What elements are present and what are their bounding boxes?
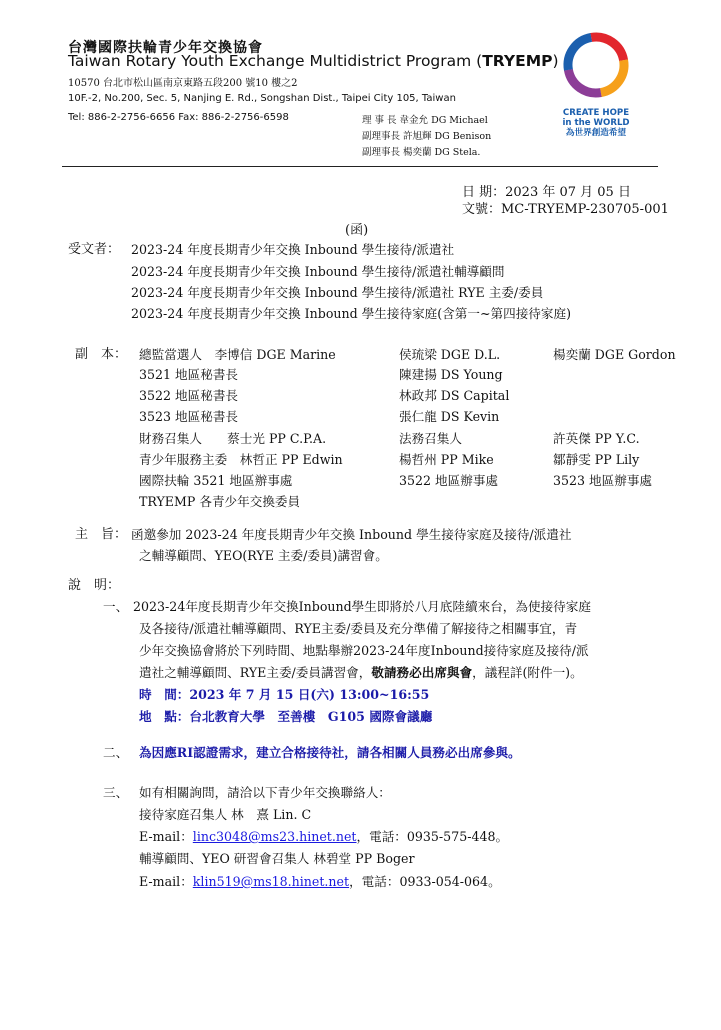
item1-emphasis: 敬請務必出席與會 xyxy=(371,665,473,680)
item3-number: 三、 xyxy=(103,785,129,800)
cc-entry: 侯琉梁 DGE D.L. xyxy=(399,347,501,362)
subject-text-line1: 函邀參加 2023-24 年度長期青少年交換 Inbound 學生接待家庭及接待/派遣社 xyxy=(131,527,572,542)
cc-entry: 陳建揚 DS Young xyxy=(399,367,503,382)
cc-entry: 財務召集人 蔡士光 PP C.P.A. xyxy=(139,431,327,446)
document-date: 日 期：2023 年 07 月 05 日 xyxy=(462,185,631,200)
contact2-line xyxy=(139,871,501,890)
subject-text-line2: 之輔導顧問、YEO(RYE 主委/委員)講習會。 xyxy=(139,548,388,563)
item2-number: 二、 xyxy=(103,745,129,760)
cc-entry: 3522 地區辦事處 xyxy=(399,473,499,488)
create-hope-logo xyxy=(556,30,636,142)
recipient-line: 2023-24 年度長期青少年交換 Inbound 學生接待家庭(含第一~第四接待家庭) xyxy=(131,306,571,321)
cc-entry: 林政邦 DS Capital xyxy=(399,388,510,403)
rotary-hope-emblem-icon xyxy=(556,30,636,100)
recipient-line: 2023-24 年度長期青少年交換 Inbound 學生接待/派遣社輔導顧問 xyxy=(131,264,505,279)
cc-entry: 法務召集人 xyxy=(399,431,462,446)
document-type: (函) xyxy=(345,223,369,238)
recipient-line: 2023-24 年度長期青少年交換 Inbound 學生接待/派遣社 xyxy=(131,242,455,257)
address-english: 10F.-2, No.200, Sec. 5, Nanjing E. Rd., Songshan Dist., Taipei City 105, Taiwan xyxy=(68,93,456,104)
cc-entry: 青少年服務主委 林哲正 PP Edwin xyxy=(139,452,343,467)
subject-label: 主 旨： xyxy=(75,527,128,542)
cc-entry: 總監當選人 李博信 DGE Marine xyxy=(139,347,336,362)
contact1-name: 接待家庭召集人 林 熹 Lin. C xyxy=(139,807,312,822)
contact2-email-label: E-mail： xyxy=(139,874,193,889)
item1-line: 及各接待/派遣社輔導顧問、RYE主委/委員及充分準備了解接待之相關事宜，青 xyxy=(139,621,578,636)
contact1-email-link[interactable]: linc3048@ms23.hinet.net xyxy=(192,829,357,844)
logo-text-line2: in the WORLD xyxy=(562,118,630,128)
org-name-english-prefix: Taiwan Rotary Youth Exchange Multidistrict Program ( xyxy=(68,52,483,70)
executive-vice-president-2: 副理事長 楊奕蘭 DG Stela. xyxy=(362,147,481,158)
cc-entry: 3523 地區秘書長 xyxy=(139,409,239,424)
cc-entry: 張仁龍 DS Kevin xyxy=(399,409,500,424)
address-chinese: 10570 台北市松山區南京東路五段200 號10 樓之2 xyxy=(68,78,298,89)
explanation-label: 說 明： xyxy=(68,578,121,593)
item1-line: 2023-24年度長期青少年交換Inbound學生即將於八月底陸續來台，為使接待家庭 xyxy=(133,599,591,614)
item3-intro: 如有相關詢問，請洽以下青少年交換聯絡人： xyxy=(139,785,391,800)
cc-entry: 楊哲州 PP Mike xyxy=(399,452,494,467)
item1-line4-tail: ，議程詳(附件一)。 xyxy=(472,665,583,680)
cc-entry: 楊奕蘭 DGE Gordon xyxy=(553,347,676,362)
logo-text-line1: CREATE HOPE xyxy=(562,108,630,118)
org-name-english xyxy=(68,52,559,70)
contact1-email-label: E-mail： xyxy=(139,829,193,844)
org-name-english-suffix: ) xyxy=(552,52,559,70)
cc-label: 副 本： xyxy=(75,347,128,362)
executive-president: 理 事 長 韋金允 DG Michael xyxy=(362,115,488,126)
contact1-phone: ，電話：0935-575-448。 xyxy=(356,829,509,844)
item1-line xyxy=(139,662,583,681)
event-location: 地 點：台北教育大學 至善樓 G105 國際會議廳 xyxy=(139,709,433,724)
cc-entry: 3521 地區秘書長 xyxy=(139,367,239,382)
document-number: 文號：MC-TRYEMP-230705-001 xyxy=(462,202,669,217)
cc-entry: 3523 地區辦事處 xyxy=(553,473,653,488)
recipient-line: 2023-24 年度長期青少年交換 Inbound 學生接待/派遣社 RYE 主委/委員 xyxy=(131,285,544,300)
item2-text: 為因應RI認證需求，建立合格接待社，請各相關人員務必出席參與。 xyxy=(139,745,521,760)
contact2-email-link[interactable]: klin519@ms18.hinet.net xyxy=(192,874,350,889)
logo-text-line3: 為世界創造希望 xyxy=(565,128,627,138)
org-abbreviation: TRYEMP xyxy=(482,52,553,70)
contact2-name: 輔導顧問、YEO 研習會召集人 林碧堂 PP Boger xyxy=(139,851,415,866)
header-divider xyxy=(62,166,658,167)
item1-line4-text: 遣社之輔導顧問、RYE主委/委員講習會， xyxy=(139,665,372,680)
cc-entry: 國際扶輪 3521 地區辦事處 xyxy=(139,473,293,488)
recipients-label: 受文者： xyxy=(68,242,121,257)
org-name-chinese: 台灣國際扶輪青少年交換協會 xyxy=(68,40,263,56)
cc-entry: TRYEMP 各青少年交換委員 xyxy=(139,494,301,509)
event-time: 時 間：2023 年 7 月 15 日(六) 13:00~16:55 xyxy=(139,687,430,702)
contact2-phone: ，電話：0933-054-064。 xyxy=(349,874,501,889)
executive-vice-president-1: 副理事長 許旭輝 DG Benison xyxy=(362,131,492,142)
item1-number: 一、 xyxy=(103,599,129,614)
contact1-line xyxy=(139,826,508,845)
cc-entry: 3522 地區秘書長 xyxy=(139,388,239,403)
item1-line: 少年交換協會將於下列時間、地點舉辦2023-24年度Inbound接待家庭及接待/派 xyxy=(139,643,589,658)
tel-fax: Tel: 886-2-2756-6656 Fax: 886-2-2756-6598 xyxy=(68,112,289,123)
cc-entry: 鄒靜雯 PP Lily xyxy=(553,452,640,467)
cc-entry: 許英傑 PP Y.C. xyxy=(553,431,640,446)
